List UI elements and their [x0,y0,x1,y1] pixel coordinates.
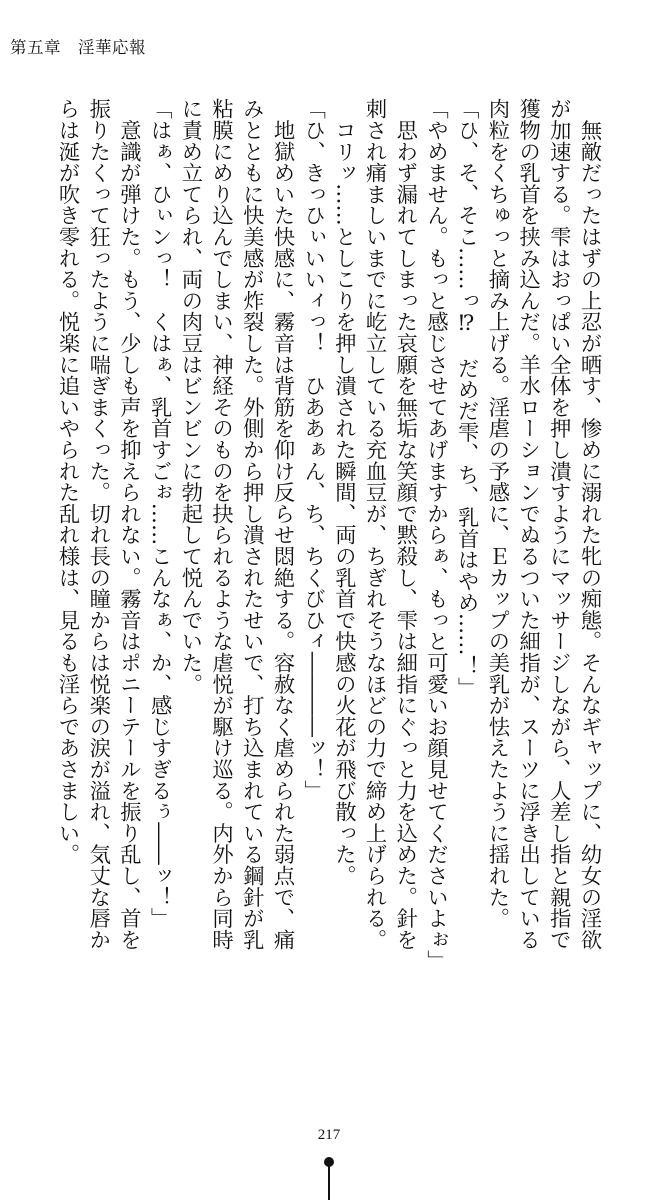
page-number: 217 [317,1127,341,1143]
text-line: 「ひ、そ、そこ……っ⁉ だめだ雫、ち、乳首はやめ……！」 [454,98,480,699]
text-line: 「ひ、きっひぃいいィっ！ ひああぁん、ち、ちくびひィ――――ッ！」 [300,98,326,801]
text-line: 地獄めいた快感に、霧音は背筋を仰け反らせ悶絶する。容赦なく虐められた弱点で、痛 [269,98,295,950]
text-line: 意識が弾けた。もう、少しも声を抑えられない。霧音はポニーテールを振り乱し、首を [116,98,142,950]
text-line: に責め立てられ、両の肉豆はビンビンに勃起して悦んでいた。 [177,98,203,695]
text-line: 粘膜にめり込んでしまい、神経そのものを抉られるような虐悦が駆け巡る。内外から同時 [208,98,234,950]
text-line: 振りたくって狂ったように喘ぎまくった。切れ長の瞳からは悦楽の涙が溢れ、気丈な唇か [85,98,111,950]
text-line: みとともに快美感が炸裂した。外側から押し潰されたせいで、打ち込まれている鋼針が乳 [239,98,265,950]
text-line: 刺され痛ましいまでに屹立している充血豆が、ちぎれそうなほどの力で締め上げられる。 [362,98,388,950]
text-line: が加速する。雫はおっぱい全体を押し潰すようにマッサージしながら、人差し指と親指で [546,98,572,950]
text-line: コリッ……としこりを押し潰された瞬間、両の乳首で快感の火花が飛び散った。 [331,98,357,887]
folio-rule-ornament [328,1165,330,1200]
text-line: 肉粒をくちゅっと摘み上げる。淫虐の予感に、Ｅカップの美乳が怯えたように揺れた。 [484,98,510,929]
running-head-chapter-title: 第五章 淫華応報 [10,38,146,57]
body-text [50,98,604,978]
text-line: らは涎が吹き零れる。悦楽に追いやられた乱れ様は、見るも淫らであさましい。 [55,98,81,865]
text-line: 思わず漏れてしまった哀願を無垢な笑顔で黙殺し、雫は細指にぐっと力を込めた。針を [392,98,418,950]
text-line: 「やめません。もっと感じさせてあげますからぁ、もっと可愛いお顔見せてくださいよぉ」 [423,98,449,972]
text-line: 「はぁ、ひぃンっ！ くはぁ、乳首すごぉ……こんなぁ、か、感じすぎるぅ――ッ！」 [147,98,173,929]
text-line: 獲物の乳首を挟み込んだ。羊水ローションでぬるついた細指が、スーツに浮き出している [515,98,541,950]
text-line: 無敵だったはずの上忍が晒す、惨めに溺れた牝の痴態。そんなギャップに、幼女の淫欲 [577,98,602,950]
